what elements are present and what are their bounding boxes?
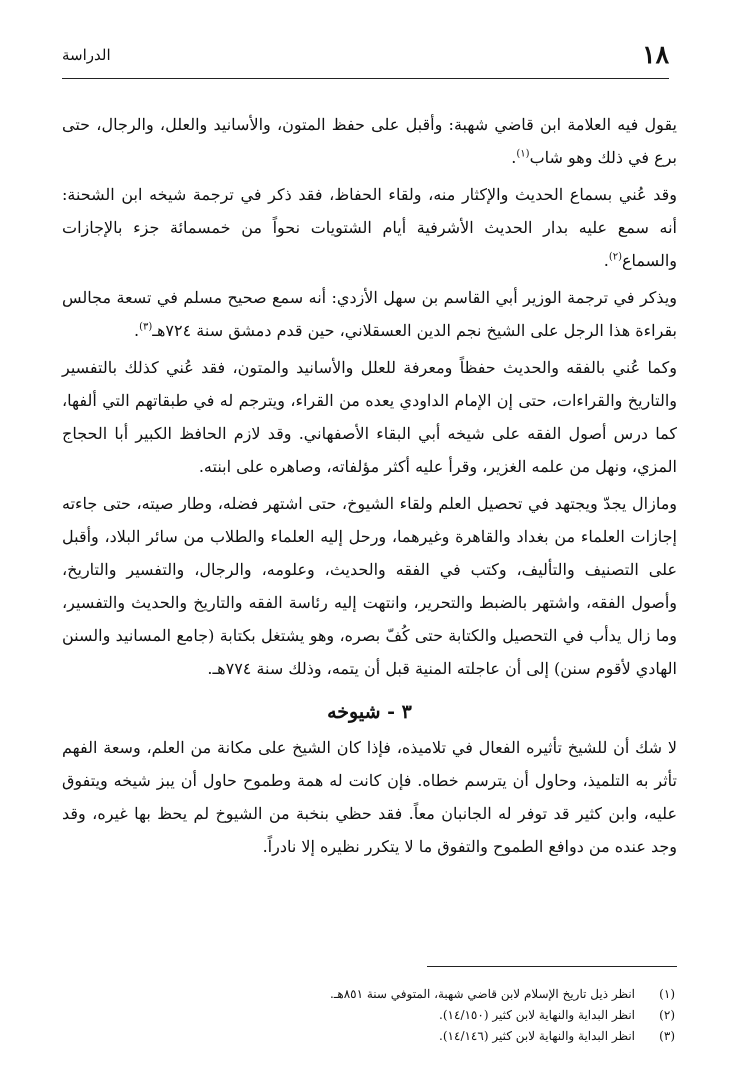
paragraph: يقول فيه العلامة ابن قاضي شهبة: وأقبل على حفظ المتون، والأسانيد والعلل، والرجال، حتى برع في ذلك وهو شاب$^{(١)}$. bbox=[62, 115, 677, 167]
paragraph: وكما عُني بالفقه والحديث حفظاً ومعرفة للعلل والأسانيد والمتون، فقد عُني كذلك بالتفسير والتاريخ والقراءات، حتى إن الإمام الداودي يعده من القراء، ويترجم له في طبقاتهم التي ألفها، كما درس أصول الفقه على شيخه أبي البقاء الأصفهاني. وقد لازم الحافظ الكبير أبا الحجاج المزي، ونهل من علمه الغزير، وقرأ عليه أكثر مؤلفاته، وصاهره على ابنته. bbox=[62, 358, 677, 476]
paragraph: ومازال يجدّ ويجتهد في تحصيل العلم ولقاء الشيوخ، حتى اشتهر فضله، وطار صيته، حتى جاءته إجازات العلماء من بغداد والقاهرة وغيرهما، ورحل إليه العلماء والطلاب من سائر البلاد، وأقبل على التصنيف والتأليف، وكتب في الفقه والحديث، وعلومه، والرجال، والتفسير والتاريخ، وأصول الفقه، واشتهر بالضبط والتحرير، وانتهت إليه رئاسة الفقه والتاريخ والحديث والتفسير، وما زال يدأب في التحصيل والكتابة حتى كُفّ بصره، وهو يشتغل بكتابة (جامع المسانيد والسنن الهادي لأقوم سنن) إلى أن عاجلته المنية قبل أن يتمه، وذلك سنة ٧٧٤هـ. bbox=[62, 494, 677, 678]
footnote-text: انظر ذيل تاريخ الإسلام لابن قاضي شهبة، المتوفي سنة ٨٥١هـ. bbox=[330, 987, 635, 1001]
paragraph: وقد عُني بسماع الحديث والإكثار منه، ولقاء الحفاظ، فقد ذكر في ترجمة شيخه ابن الشحنة: أنه سمع عليه بدار الحديث الأشرفية أيام الشتويات نحواً من خمسمائة جزء بالإجازات والسماع$^{(٢)}$. bbox=[62, 185, 677, 270]
footnote-reference: (٣) bbox=[139, 321, 153, 333]
paragraph: ويذكر في ترجمة الوزير أبي القاسم بن سهل الأزدي: أنه سمع صحيح مسلم في تسعة مجالس بقراءة هذا الرجل على الشيخ نجم الدين العسقلاني، حين قدم دمشق سنة ٧٢٤هـ$^{(٣)}$. bbox=[62, 288, 677, 340]
running-title: الدراسة bbox=[62, 46, 111, 64]
page-number: ١٨ bbox=[642, 40, 669, 69]
footnote-reference: (٢) bbox=[608, 251, 622, 263]
footnote-number: (٢) bbox=[659, 1008, 675, 1022]
running-header bbox=[62, 38, 669, 79]
footnote-number: (١) bbox=[659, 987, 675, 1001]
footnotes bbox=[62, 984, 675, 1047]
footnote bbox=[62, 1005, 675, 1026]
footnote-text: انظر البداية والنهاية لابن كثير (١٤/١٥٠). bbox=[439, 1008, 635, 1022]
section-heading: ٣ - شيوخه bbox=[327, 701, 412, 723]
footnote-text: انظر البداية والنهاية لابن كثير (١٤/١٤٦). bbox=[439, 1029, 635, 1043]
section-paragraph: لا شك أن للشيخ تأثيره الفعال في تلاميذه، فإذا كان الشيخ على مكانة من العلم، وسعة الفهم تأثر به التلميذ، وحاول أن يترسم خطاه. فإن كانت له همة وطموح حاول أن يبز شيخه ويتفوق عليه، وابن كثير قد توفر له الجانبان معاً. فقد حظي بنخبة من الشيوخ لم يحظ بها غيره، وقد وجد عنده من دوافع الطموح والتفوق ما لا يتكرر نظيره إلا نادراً. bbox=[62, 738, 678, 856]
footnote-reference: (١) bbox=[516, 148, 530, 160]
footnote bbox=[62, 1026, 675, 1047]
main-text bbox=[62, 108, 677, 863]
footnote-divider bbox=[427, 966, 677, 967]
footnote bbox=[62, 984, 675, 1005]
footnote-number: (٣) bbox=[659, 1029, 675, 1043]
